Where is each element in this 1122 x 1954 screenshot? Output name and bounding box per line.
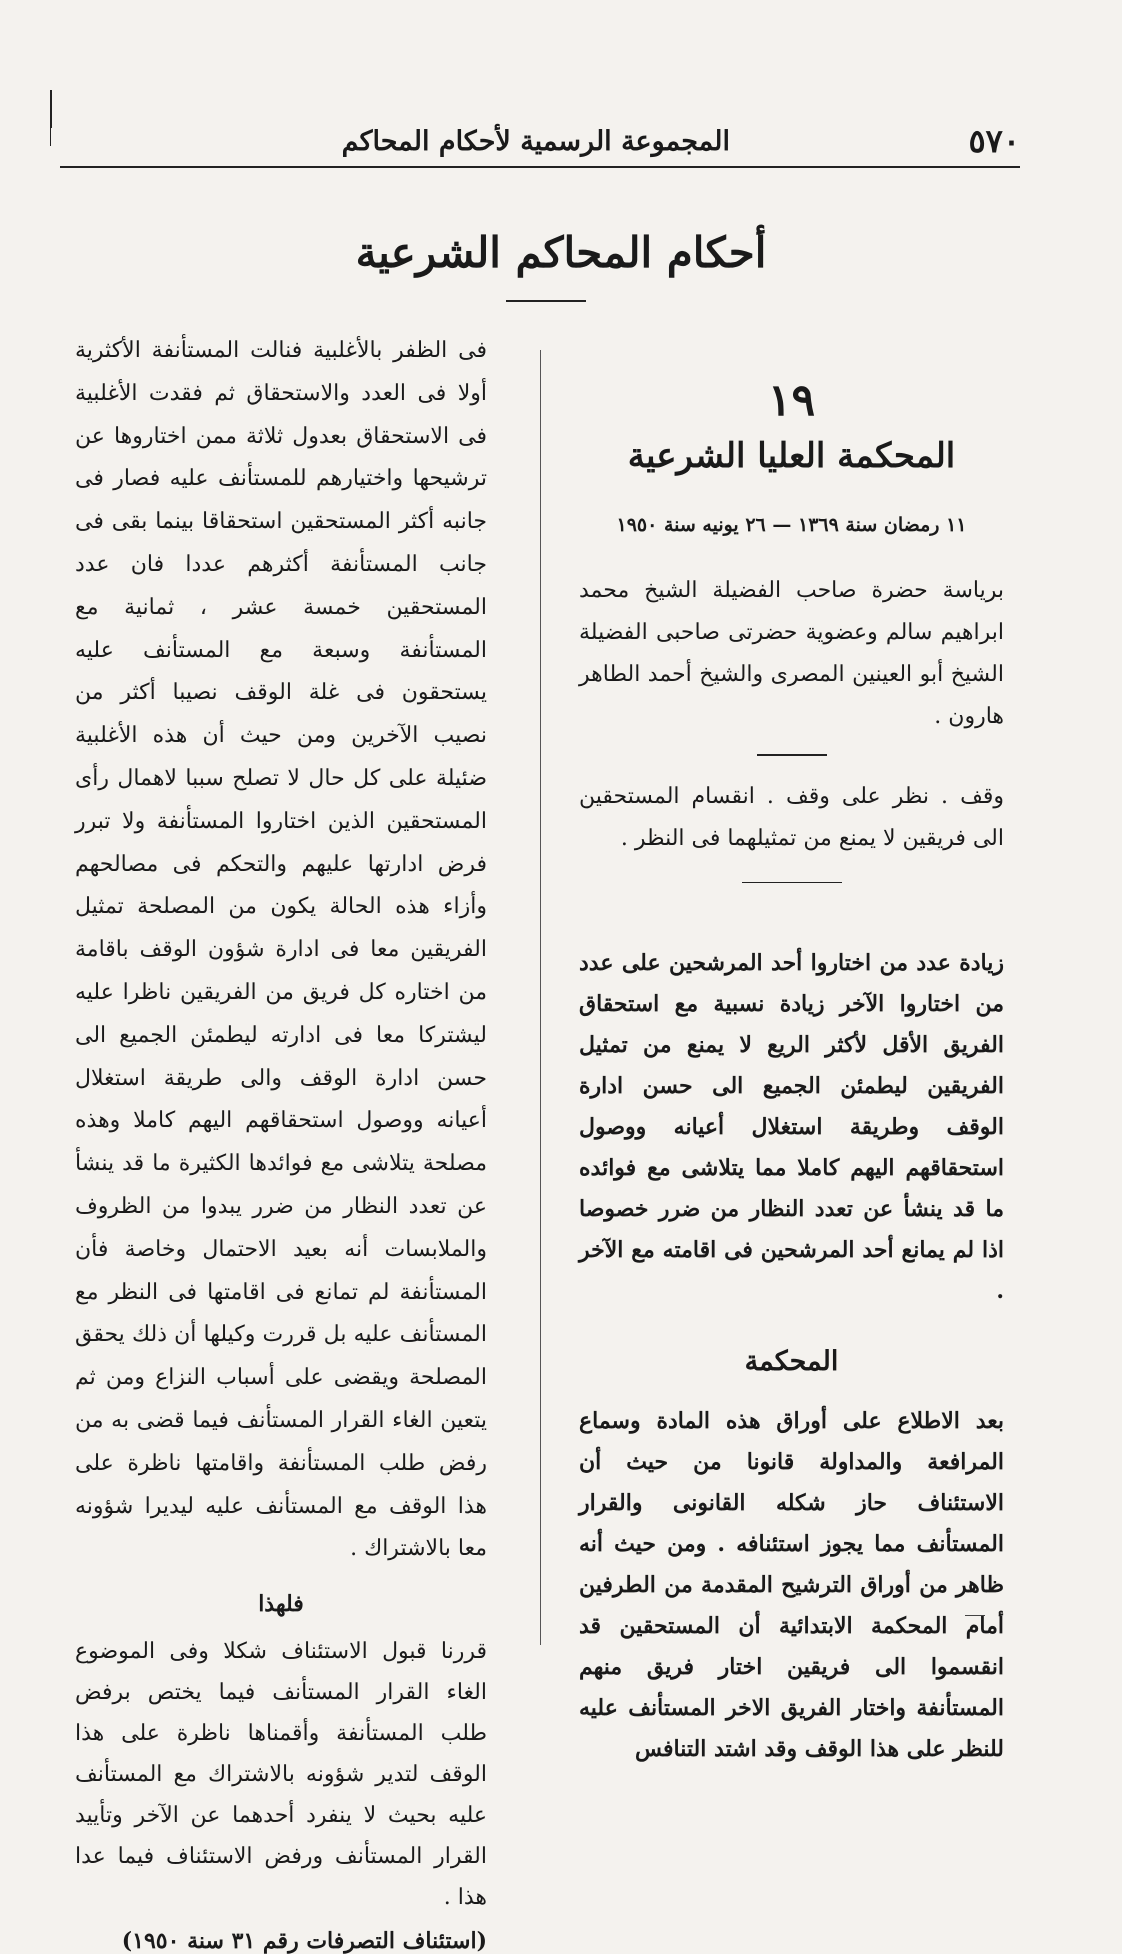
case-summary: زيادة عدد من اختاروا أحد المرشحين على عدد من اختاروا الآخر زيادة نسبية مع استحقاق الفريق الأقل لأكثر الريع لا يمنع من تمثيل الفريقين ليطمئن الجميع الى حسن ادارة الوقف وطريقة استغلال أعيانه ووصول استحقاقهم اليهم كاملا مما يتلاشى مع فوائده ما قد ينشأ عن تعدد النظار من ضرر خصوصا اذا لم يمانع أحد المرشحين فى اقامته مع الآخر . [579, 950, 1004, 1304]
therefore-heading: فلهذا [258, 1591, 304, 1618]
court-heading: المحكمة [744, 1346, 839, 1377]
right-column [579, 345, 1004, 1770]
margin-mark [50, 90, 52, 128]
judgment-text: بعد الاطلاع على أوراق هذه المادة وسماع المرافعة والمداولة قانونا من حيث أن الاستئناف حاز شكله القانونى والقرار المستأنف مما يجوز استئنافه . ومن حيث أنه ظاهر من أوراق الترشيح المقدمة من الطرفين أمام المحكمة الابتدائية أن المستحقين قد انقسموا الى فريقين اختار فريق منهم المستأنفة واختار الفريق الاخر المستأنف عليه للنظر على هذا الوقف وقد اشتد التنافس [579, 1408, 1004, 1762]
column-divider [540, 350, 541, 1645]
divider [742, 882, 842, 883]
operative-part: قررنا قبول الاستئناف شكلا وفى الموضوع الغاء القرار المستأنف فيما يختص برفض طلب المستأنفة وأقمناها ناظرة على هذا الوقف لتدير شؤونه بالاشتراك مع المستأنف عليه بحيث لا ينفرد أحدهما عن الآخر وتأييد القرار المستأنف ورفض الاستئناف فيما عدا هذا . [75, 1639, 487, 1911]
left-column [75, 330, 487, 1954]
page-number: ٥٧٠ [968, 122, 1020, 160]
section-title: أحكام المحاكم الشرعية [355, 228, 767, 277]
court-name: المحكمة العليا الشرعية [627, 436, 956, 476]
court-presidency: برياسة حضرة صاحب الفضيلة الشيخ محمد ابراهيم سالم وعضوية حضرتى صاحبى الفضيلة الشيخ أبو العينين المصرى والشيخ أحمد الطاهر هارون . [579, 578, 1004, 729]
journal-title: المجموعة الرسمية لأحكام المحاكم [341, 126, 730, 157]
headnote: وقف . نظر على وقف . انقسام المستحقين الى فريقين لا يمنع من تمثيلهما فى النظر . [579, 784, 1004, 851]
case-number: ١٩ [767, 375, 816, 426]
running-header [60, 120, 1020, 168]
divider [757, 754, 827, 756]
ruling-date: ١١ رمضان سنة ١٣٦٩ — ٢٦ يونيه سنة ١٩٥٠ [616, 514, 967, 536]
appeal-reference: (استئناف التصرفات رقم ٣١ سنة ١٩٥٠) [121, 1928, 487, 1954]
judgment-continuation: فى الظفر بالأغلبية فنالت المستأنفة الأكثرية أولا فى العدد والاستحقاق ثم فقدت الأغلبية فى الاستحقاق بعدول ثلاثة ممن اختاروها عن ترشيحها واختيارهم للمستأنف عليه فصار فى جانبه أكثر المستحقين استحقاقا بينما بقى فى جانب المستأنفة أكثرهم عددا فان عدد المستحقين خمسة عشر ، ثمانية مع المستأنفة وسبعة مع المستأنف عليه يستحقون فى غلة الوقف نصيبا أكثر من نصيب الآخرين ومن حيث أن هذه الأغلبية ضئيلة على كل حال لا تصلح سببا لاهمال رأى المستحقين الذين اختاروا المستأنفة ولا تبرر فرض ادارتها عليهم والتحكم فى مصالحهم وأزاء هذه الحالة يكون من المصلحة تمثيل الفريقين معا فى ادارة شؤون الوقف باقامة من اختاره كل فريق من الفريقين ناظرا عليه ليشتركا معا فى ادارته ليطمئن الجميع الى حسن ادارة الوقف والى طريقة استغلال أعيانه ووصول استحقاقهم اليهم كاملا وهذه مصلحة يتلاشى مع فوائدها الكثيرة ما قد ينشأ عن تعدد النظار من ضرر يبدوا من الظروف والملابسات أنه بعيد الاحتمال وخاصة فأن المستأنفة لم تمانع فى اقامتها فى النظر مع المستأنف عليه بل قررت وكيلها أن ذلك يحقق المصلحة ويقضى على أسباب النزاع ومن ثم يتعين الغاء القرار المستأنف فيما قضى به من رفض طلب المستأنفة واقامتها ناظرة على هذا الوقف مع المستأنف عليه ليديرا شؤونه معا بالاشتراك . [75, 338, 487, 1562]
section-divider [506, 300, 586, 302]
margin-mark [965, 1615, 985, 1616]
margin-mark [50, 128, 51, 146]
